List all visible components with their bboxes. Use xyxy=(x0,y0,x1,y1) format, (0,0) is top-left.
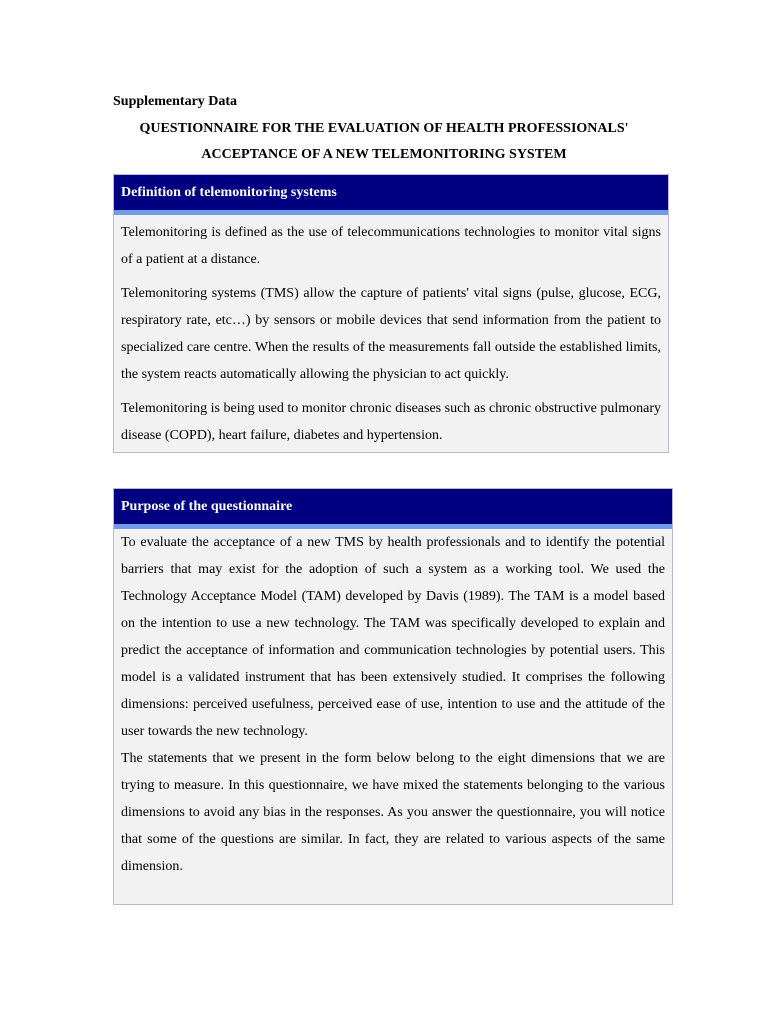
document-title-line-1: QUESTIONNAIRE FOR THE EVALUATION OF HEALTH PROFESSIONALS' xyxy=(139,121,629,136)
purpose-heading: Purpose of the questionnaire xyxy=(114,489,672,529)
definition-paragraph: Telemonitoring is being used to monitor chronic diseases such as chronic obstructive pulmonary disease (COPD), heart failure, diabetes and hypertension. xyxy=(121,401,661,443)
supplementary-label: Supplementary Data xyxy=(113,94,238,109)
definition-section xyxy=(113,174,669,453)
document-title-line-2: ACCEPTANCE OF A NEW TELEMONITORING SYSTEM xyxy=(201,147,567,162)
purpose-paragraph: The statements that we present in the form below belong to the eight dimensions that we are trying to measure. In this questionnaire, we have mixed the statements belonging to the various dimensions to avoid any bias in the responses. As you answer the questionnaire, you will notice that some of the questions are similar. In fact, they are related to various aspects of the same dimension. xyxy=(121,751,665,874)
definition-paragraph: Telemonitoring systems (TMS) allow the capture of patients' vital signs (pulse, glucose, ECG, respiratory rate, etc…) by sensors or mobile devices that send information from the patient to specialized care centre. When the results of the measurements fall outside the established limits, the system reacts automatically allowing the physician to act quickly. xyxy=(121,286,661,382)
purpose-body xyxy=(114,529,672,880)
definition-body xyxy=(114,215,668,449)
definition-heading: Definition of telemonitoring systems xyxy=(114,175,668,215)
purpose-paragraph: To evaluate the acceptance of a new TMS by health professionals and to identify the potential barriers that may exist for the adoption of such a system as a working tool. We used the Technology Acceptance Model (TAM) developed by Davis (1989). The TAM is a model based on the intention to use a new technology. The TAM was specifically developed to explain and predict the acceptance of information and communication technologies by potential users. This model is a validated instrument that has been extensively studied. It comprises the following dimensions: perceived usefulness, perceived ease of use, intention to use and the attitude of the user towards the new technology. xyxy=(121,535,665,739)
purpose-section xyxy=(113,488,673,905)
definition-paragraph: Telemonitoring is defined as the use of telecommunications technologies to monitor vital signs of a patient at a distance. xyxy=(121,225,661,267)
